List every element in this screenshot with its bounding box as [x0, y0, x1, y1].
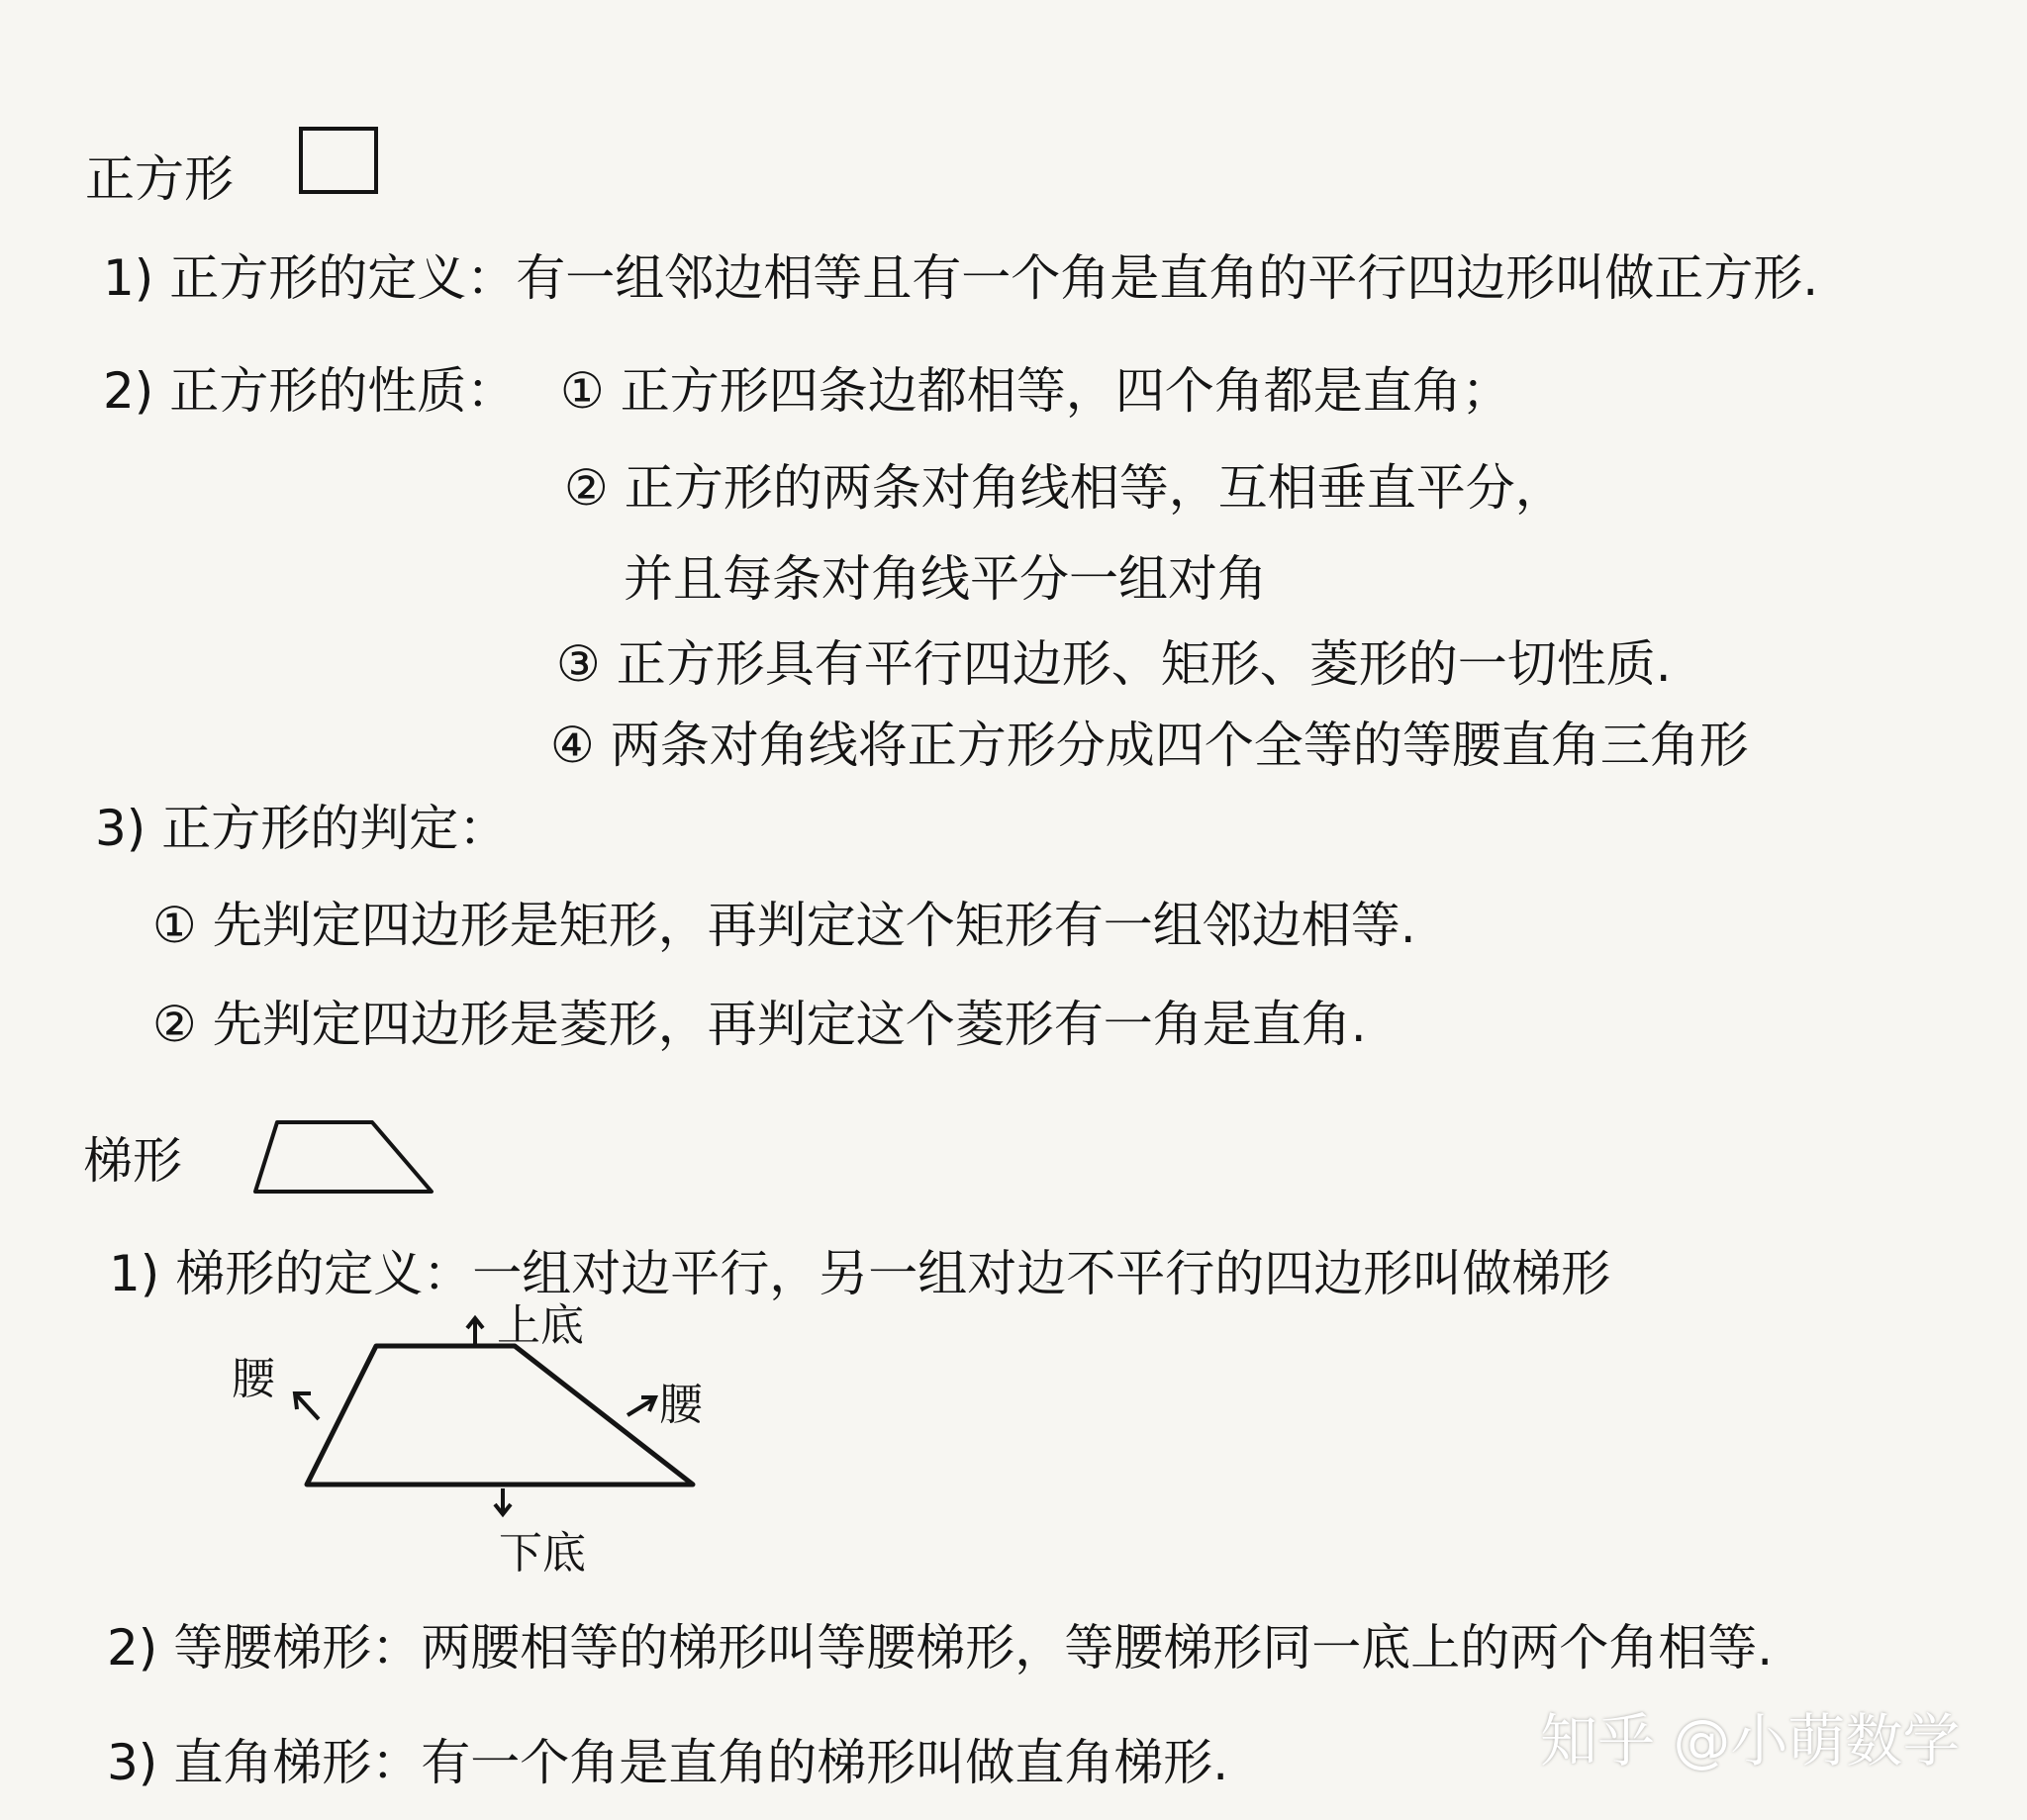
trapezoid-title: 梯形 — [83, 1132, 182, 1190]
right-leg-arrow — [627, 1397, 655, 1415]
trapezoid-definition: 1) 梯形的定义：一组对边平行，另一组对边不平行的四边形叫做梯形 — [109, 1245, 1611, 1302]
square-property-3: ③ 正方形具有平行四边形、矩形、菱形的一切性质. — [556, 635, 1672, 693]
square-properties-heading: 2) 正方形的性质： — [103, 362, 517, 420]
bottom-base-label: 下底 — [499, 1528, 586, 1579]
square-judgement-2: ② 先判定四边形是菱形，再判定这个菱形有一角是直角. — [152, 996, 1367, 1053]
square-title: 正方形 — [85, 150, 234, 208]
bottom-base-arrow — [495, 1488, 511, 1514]
watermark: 知乎 @小萌数学 — [1540, 1707, 1961, 1774]
square-property-2a: ② 正方形的两条对角线相等，互相垂直平分， — [564, 459, 1565, 517]
trapezoid-outline — [307, 1346, 693, 1485]
square-definition: 1) 正方形的定义：有一组邻边相等且有一个角是直角的平行四边形叫做正方形. — [103, 249, 1819, 307]
square-judgement-1: ① 先判定四边形是矩形，再判定这个矩形有一组邻边相等. — [152, 897, 1416, 954]
square-judgement-heading: 3) 正方形的判定： — [95, 800, 509, 857]
top-base-label: 上底 — [497, 1300, 584, 1351]
left-leg-arrow — [295, 1393, 319, 1419]
square-property-1: ① 正方形四条边都相等，四个角都是直角； — [560, 362, 1511, 420]
top-base-arrow — [467, 1318, 483, 1344]
square-property-4: ④ 两条对角线将正方形分成四个全等的等腰直角三角形 — [550, 717, 1749, 774]
left-leg-label: 腰 — [232, 1354, 275, 1404]
isosceles-trapezoid-text: 2) 等腰梯形：两腰相等的梯形叫等腰梯形，等腰梯形同一底上的两个角相等. — [107, 1619, 1774, 1676]
square-property-2b: 并且每条对角线平分一组对角 — [624, 550, 1267, 608]
right-leg-label: 腰 — [659, 1380, 703, 1430]
right-trapezoid-text: 3) 直角梯形：有一个角是直角的梯形叫做直角梯形. — [107, 1734, 1229, 1791]
